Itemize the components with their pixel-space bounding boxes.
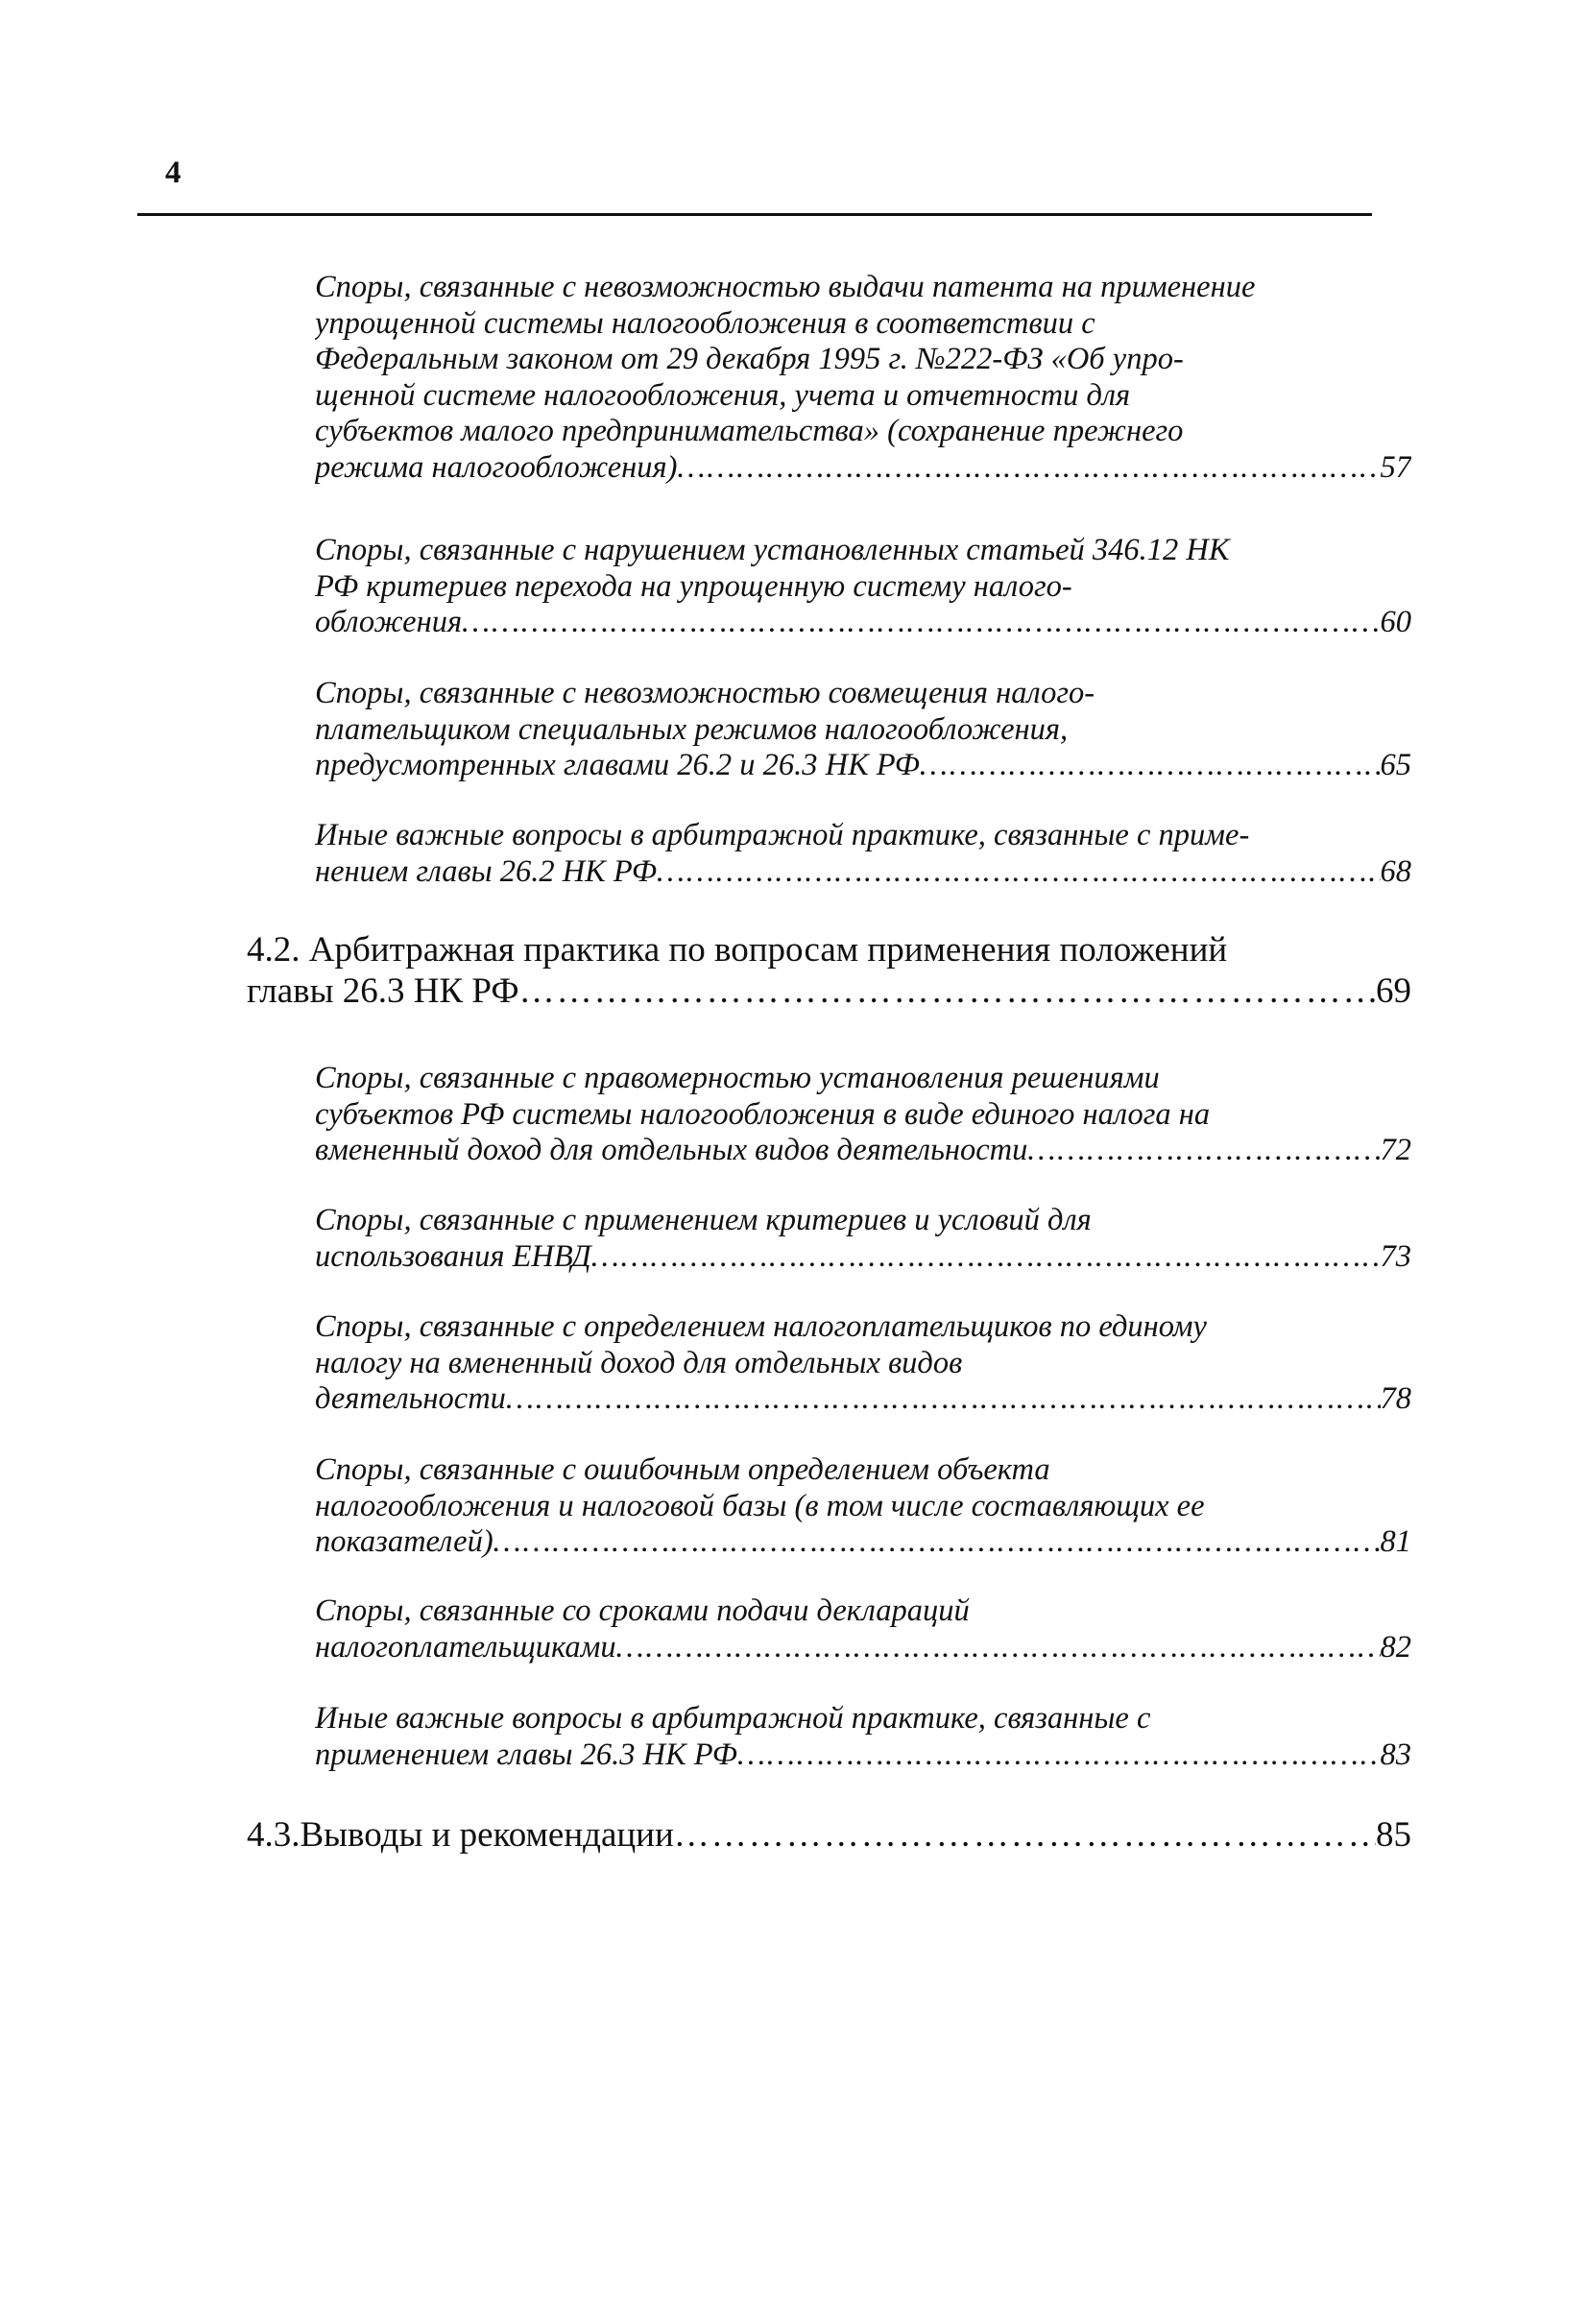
toc-section-entry[interactable]	[247, 929, 1411, 1012]
toc-entry-last-line	[315, 1630, 1411, 1666]
toc-entry-line: Споры, связанные с определением налогоплательщиков по единому	[315, 1309, 1207, 1344]
toc-entry-text: налогоплательщиками	[315, 1629, 616, 1665]
dot-leader	[920, 748, 1381, 784]
toc-section-line: 4.2. Арбитражная практика по вопросам применения положений	[247, 930, 1228, 970]
toc-page-number: 85	[1376, 1815, 1411, 1855]
toc-page-number: 72	[1380, 1133, 1411, 1167]
toc-page-number: 78	[1380, 1381, 1411, 1416]
toc-entry[interactable]	[315, 270, 1411, 486]
toc-page-number: 60	[1380, 605, 1411, 639]
toc-page-number: 65	[1380, 748, 1411, 782]
dot-leader	[616, 1630, 1381, 1666]
toc-entry[interactable]	[315, 1593, 1411, 1665]
toc-entry-last-line	[315, 1239, 1411, 1276]
toc-section-last-line	[247, 970, 1411, 1012]
toc-entry-text: нением главы 26.2 НК РФ	[315, 853, 658, 889]
toc-entry-last-line	[315, 854, 1411, 891]
toc-entry-line: налогу на вмененный доход для отдельных видов	[315, 1345, 963, 1380]
toc-entry-line: Споры, связанные с невозможностью совмещения налого-	[315, 676, 1095, 710]
toc-entry-line: Споры, связанные с ошибочным определением объекта	[315, 1452, 1050, 1487]
toc-entry-line: Споры, связанные со сроками подачи деклараций	[315, 1593, 970, 1628]
toc-section-text: 4.3.Выводы и рекомендации	[247, 1815, 674, 1855]
toc-page-number: 68	[1380, 853, 1411, 889]
toc-entry-last-line	[315, 748, 1411, 784]
toc-entry-line: налогообложения и налоговой базы (в том числе составляющих ее	[315, 1488, 1205, 1523]
toc-page-number: 57	[1380, 449, 1411, 485]
toc-entry[interactable]	[315, 1701, 1411, 1773]
toc-entry-text: режима налогообложения)	[315, 449, 678, 485]
toc-entry-line: Споры, связанные с правомерностью установления решениями	[315, 1061, 1160, 1095]
toc-entry-text: вмененный доход для отдельных видов деятельности	[315, 1133, 1028, 1167]
page-number: 4	[165, 156, 181, 190]
toc-page-number: 73	[1380, 1238, 1411, 1274]
toc-entry-line: Федеральным законом от 29 декабря 1995 г. №222-ФЗ «Об упро-	[315, 342, 1184, 376]
toc-section-text: главы 26.3 НК РФ	[247, 971, 519, 1011]
toc-entry-line: плательщиком специальных режимов налогообложения,	[315, 711, 1069, 747]
dot-leader	[462, 605, 1380, 641]
toc-entry-last-line	[315, 605, 1411, 641]
toc-section-entry[interactable]	[247, 1814, 1411, 1856]
toc-entry-last-line	[315, 1381, 1411, 1418]
toc-entry-line: Иные важные вопросы в арбитражной практике, связанные с приме-	[315, 818, 1250, 852]
dot-leader	[519, 970, 1376, 1012]
dot-leader	[1027, 1133, 1380, 1169]
toc-entry[interactable]	[315, 1309, 1411, 1418]
toc-page-number: 69	[1376, 971, 1411, 1011]
toc-section-last-line	[247, 1814, 1411, 1856]
toc-entry-line: Иные важные вопросы в арбитражной практике, связанные с	[315, 1701, 1151, 1736]
toc-entry-line: Споры, связанные с применением критериев и условий для	[315, 1203, 1092, 1237]
toc-entry-text: обложения	[315, 605, 463, 639]
toc-page-number: 83	[1380, 1737, 1411, 1772]
toc-entry[interactable]	[315, 533, 1411, 641]
toc-page-number: 81	[1380, 1524, 1411, 1559]
toc-entry-text: предусмотренных главами 26.2 и 26.3 НК РФ	[315, 748, 920, 782]
toc-entry-line: Споры, связанные с невозможностью выдачи патента на применение	[315, 270, 1256, 304]
toc-entry-last-line	[315, 450, 1411, 487]
dot-leader	[493, 1524, 1381, 1561]
dot-leader	[506, 1381, 1381, 1418]
dot-leader	[657, 854, 1380, 891]
toc-entry-text: показателей)	[315, 1524, 493, 1559]
toc-entry-text: деятельности	[315, 1381, 506, 1416]
dot-leader	[677, 450, 1380, 487]
toc-entry[interactable]	[315, 1203, 1411, 1275]
header-rule	[137, 213, 1372, 216]
toc-entry-last-line	[315, 1133, 1411, 1169]
toc-entry[interactable]	[315, 818, 1411, 890]
dot-leader	[737, 1737, 1381, 1774]
toc-entry-last-line	[315, 1524, 1411, 1561]
toc-entry[interactable]	[315, 1452, 1411, 1561]
dot-leader	[591, 1239, 1381, 1276]
toc-entry[interactable]	[315, 676, 1411, 784]
toc-entry-line: Споры, связанные с нарушением установленных статьей 346.12 НК	[315, 533, 1230, 567]
toc-entry-last-line	[315, 1737, 1411, 1774]
toc-entry-line: щенной системе налогообложения, учета и отчетности для	[315, 377, 1131, 413]
toc-entry-line: упрощенной системы налогообложения в соответствии с	[315, 305, 1095, 341]
dot-leader	[674, 1814, 1376, 1856]
toc-entry-line: субъектов малого предпринимательства» (сохранение прежнего	[315, 414, 1184, 448]
toc-entry-line: РФ критериев перехода на упрощенную систему налого-	[315, 568, 1072, 604]
toc-entry-text: применением главы 26.3 НК РФ	[315, 1737, 737, 1772]
toc-page-number: 82	[1380, 1629, 1411, 1665]
toc-entry[interactable]	[315, 1061, 1411, 1169]
toc-entry-line: субъектов РФ системы налогообложения в виде единого налога на	[315, 1096, 1211, 1132]
toc-entry-text: использования ЕНВД	[315, 1238, 591, 1274]
